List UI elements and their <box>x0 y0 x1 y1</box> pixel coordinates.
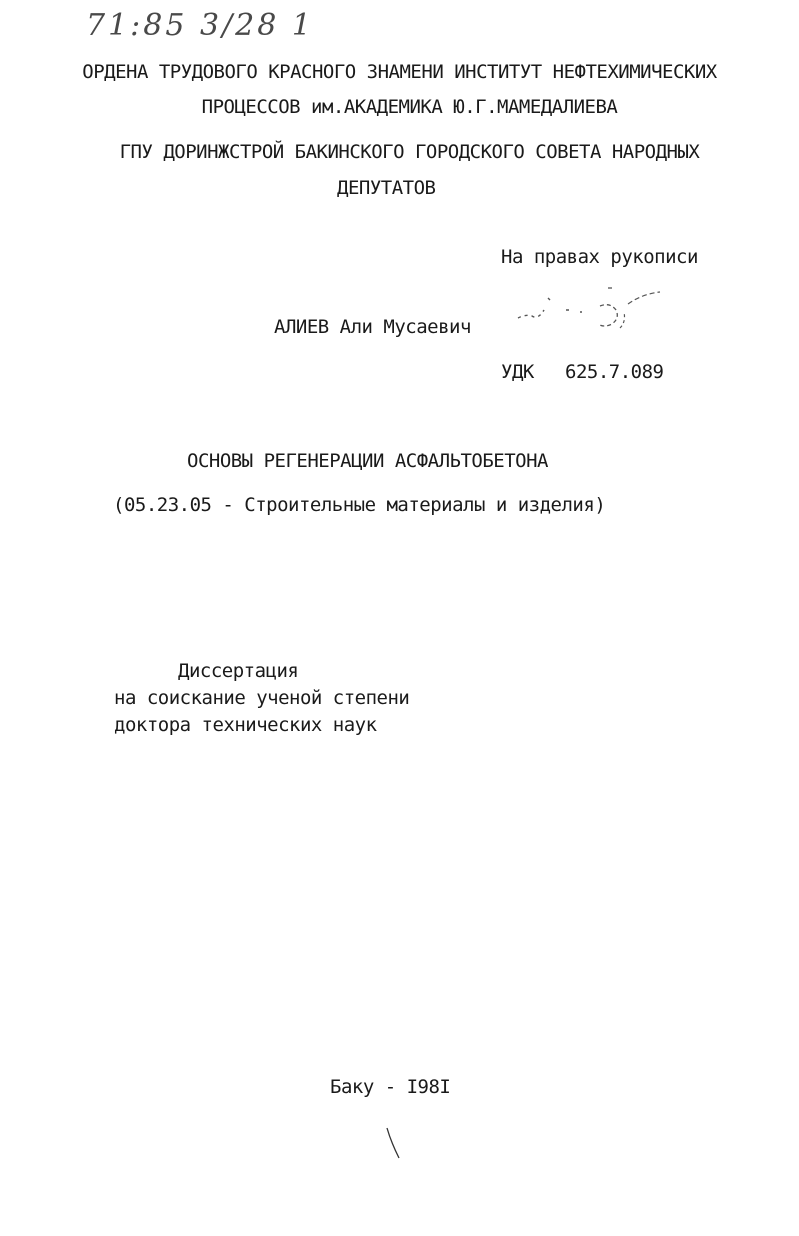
dissertation-title: ОСНОВЫ РЕГЕНЕРАЦИИ АСФАЛЬТОБЕТОНА <box>187 450 548 472</box>
dissertation-label: Диссертация <box>178 660 299 682</box>
pencil-mark <box>384 1126 404 1162</box>
author-name: АЛИЕВ Али Мусаевич <box>274 316 471 338</box>
place-year: Баку - I98I <box>330 1076 451 1098</box>
degree-purpose: на соискание ученой степени <box>114 687 410 709</box>
institution-line-2: ПРОЦЕССОВ им.АКАДЕМИКА Ю.Г.МАМЕДАЛИЕВА <box>201 96 618 118</box>
manuscript-note: На правах рукописи <box>501 246 698 268</box>
specialty-code: (05.23.05 - Строительные материалы и изделия) <box>113 494 606 516</box>
author-signature <box>508 282 688 342</box>
organization-line-1: ГПУ ДОРИНЖСТРОЙ БАКИНСКОГО ГОРОДСКОГО СОВЕТА НАРОДНЫХ <box>119 141 700 163</box>
udc-value: 625.7.089 <box>565 361 664 383</box>
organization-line-2: ДЕПУТАТОВ <box>337 177 436 199</box>
archive-number: 71:85 3/28 1 <box>86 8 314 43</box>
degree-name: доктора технических наук <box>114 714 377 736</box>
institution-line-1: ОРДЕНА ТРУДОВОГО КРАСНОГО ЗНАМЕНИ ИНСТИТУТ НЕФТЕХИМИЧЕСКИХ <box>82 61 717 83</box>
udc-label: УДК <box>501 361 534 383</box>
